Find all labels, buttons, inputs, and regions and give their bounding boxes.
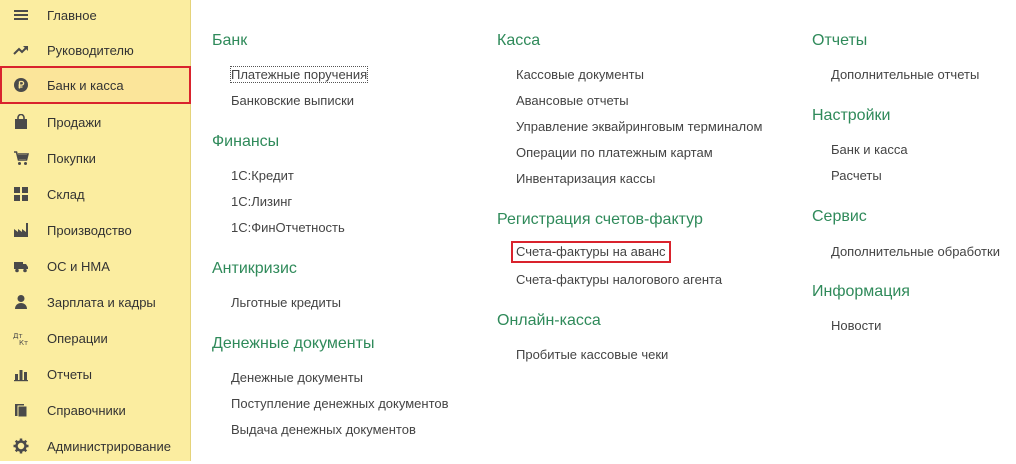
- section-title-online-cash: Онлайн-касса: [497, 312, 601, 329]
- link-additional-reports[interactable]: Дополнительные отчеты: [831, 67, 980, 82]
- link-tax-agent-invoices[interactable]: Счета-фактуры налогового агента: [516, 272, 723, 287]
- link-advance-invoices[interactable]: Счета-фактуры на аванс: [511, 241, 671, 263]
- link-additional-processing[interactable]: Дополнительные обработки: [831, 244, 1000, 259]
- link-1c-leasing[interactable]: 1С:Лизинг: [231, 194, 293, 209]
- link-1c-fin-reporting[interactable]: 1С:ФинОтчетность: [231, 220, 345, 235]
- sidebar-item-label: Отчеты: [47, 366, 92, 382]
- link-cash-receipts[interactable]: Пробитые кассовые чеки: [516, 347, 669, 362]
- link-acquiring-terminal[interactable]: Управление эквайринговым терминалом: [516, 119, 763, 134]
- sidebar-item-label: Руководителю: [47, 42, 134, 58]
- sidebar-item-bank-and-cash[interactable]: [0, 66, 191, 104]
- shopping-bag-icon: [13, 114, 29, 130]
- sidebar-item-administration[interactable]: [0, 428, 191, 464]
- section-title-service: Сервис: [812, 208, 867, 225]
- section-title-information: Информация: [812, 283, 910, 300]
- sidebar-item-operations[interactable]: [0, 320, 191, 356]
- link-payment-orders[interactable]: Платежные поручения: [231, 67, 368, 82]
- link-preferential-credits[interactable]: Льготные кредиты: [231, 295, 342, 310]
- sidebar: [0, 0, 191, 461]
- link-cash-inventory[interactable]: Инвентаризация кассы: [516, 171, 656, 186]
- sidebar-item-label: Банк и касса: [47, 77, 124, 93]
- sidebar-item-main[interactable]: [0, 0, 191, 33]
- truck-icon: [13, 258, 29, 274]
- link-news[interactable]: Новости: [831, 318, 882, 333]
- section-title-cash: Касса: [497, 32, 541, 49]
- section-title-bank: Банк: [212, 32, 248, 49]
- sidebar-item-production[interactable]: [0, 212, 191, 248]
- bar-chart-icon: [13, 366, 29, 382]
- sidebar-item-directories[interactable]: [0, 392, 191, 428]
- section-title-money-documents: Денежные документы: [212, 335, 375, 352]
- sidebar-item-manager[interactable]: [0, 32, 191, 68]
- link-money-documents-issue[interactable]: Выдача денежных документов: [231, 422, 416, 437]
- debit-credit-icon: [13, 330, 29, 346]
- warehouse-icon: [13, 186, 29, 202]
- sidebar-item-reports[interactable]: [0, 356, 191, 392]
- link-settings-bank-and-cash[interactable]: Банк и касса: [831, 142, 908, 157]
- books-icon: [13, 402, 29, 418]
- sidebar-item-label: Производство: [47, 222, 132, 238]
- sidebar-item-label: Администрирование: [47, 438, 171, 454]
- sidebar-item-warehouse[interactable]: [0, 176, 191, 212]
- section-title-invoices: Регистрация счетов-фактур: [497, 211, 703, 228]
- link-money-documents-receipt[interactable]: Поступление денежных документов: [231, 396, 449, 411]
- link-cash-documents[interactable]: Кассовые документы: [516, 67, 644, 82]
- section-title-finance: Финансы: [212, 133, 280, 150]
- person-icon: [13, 294, 29, 310]
- sidebar-item-label: Главное: [47, 7, 97, 23]
- ruble-coin-icon: [13, 77, 29, 93]
- gear-icon: [13, 438, 29, 454]
- section-title-reports: Отчеты: [812, 32, 868, 49]
- cart-icon: [13, 150, 29, 166]
- main-panel: [192, 0, 1016, 461]
- sidebar-item-salary[interactable]: [0, 284, 191, 320]
- trend-up-icon: [13, 42, 29, 58]
- sidebar-item-fixed-assets[interactable]: [0, 248, 191, 284]
- sidebar-item-label: Склад: [47, 186, 85, 202]
- sidebar-item-sales[interactable]: [0, 104, 191, 140]
- svg-text:Кт: Кт: [19, 339, 29, 346]
- link-advance-reports[interactable]: Авансовые отчеты: [516, 93, 629, 108]
- svg-text:Дт: Дт: [13, 332, 23, 340]
- sidebar-item-label: Зарплата и кадры: [47, 294, 156, 310]
- sidebar-item-purchases[interactable]: [0, 140, 191, 176]
- sidebar-item-label: Продажи: [47, 114, 102, 130]
- link-settlements[interactable]: Расчеты: [831, 168, 882, 183]
- factory-icon: [13, 222, 29, 238]
- sidebar-item-label: Операции: [47, 330, 108, 346]
- link-bank-statements[interactable]: Банковские выписки: [231, 93, 355, 108]
- sidebar-item-label: Покупки: [47, 150, 96, 166]
- section-title-anticrisis: Антикризис: [212, 260, 297, 277]
- section-title-settings: Настройки: [812, 107, 891, 124]
- sidebar-item-label: Справочники: [47, 402, 126, 418]
- sidebar-item-label: ОС и НМА: [47, 258, 110, 274]
- link-money-documents[interactable]: Денежные документы: [231, 370, 364, 385]
- link-1c-credit[interactable]: 1С:Кредит: [231, 168, 294, 183]
- link-card-operations[interactable]: Операции по платежным картам: [516, 145, 713, 160]
- menu-icon: [13, 7, 29, 23]
